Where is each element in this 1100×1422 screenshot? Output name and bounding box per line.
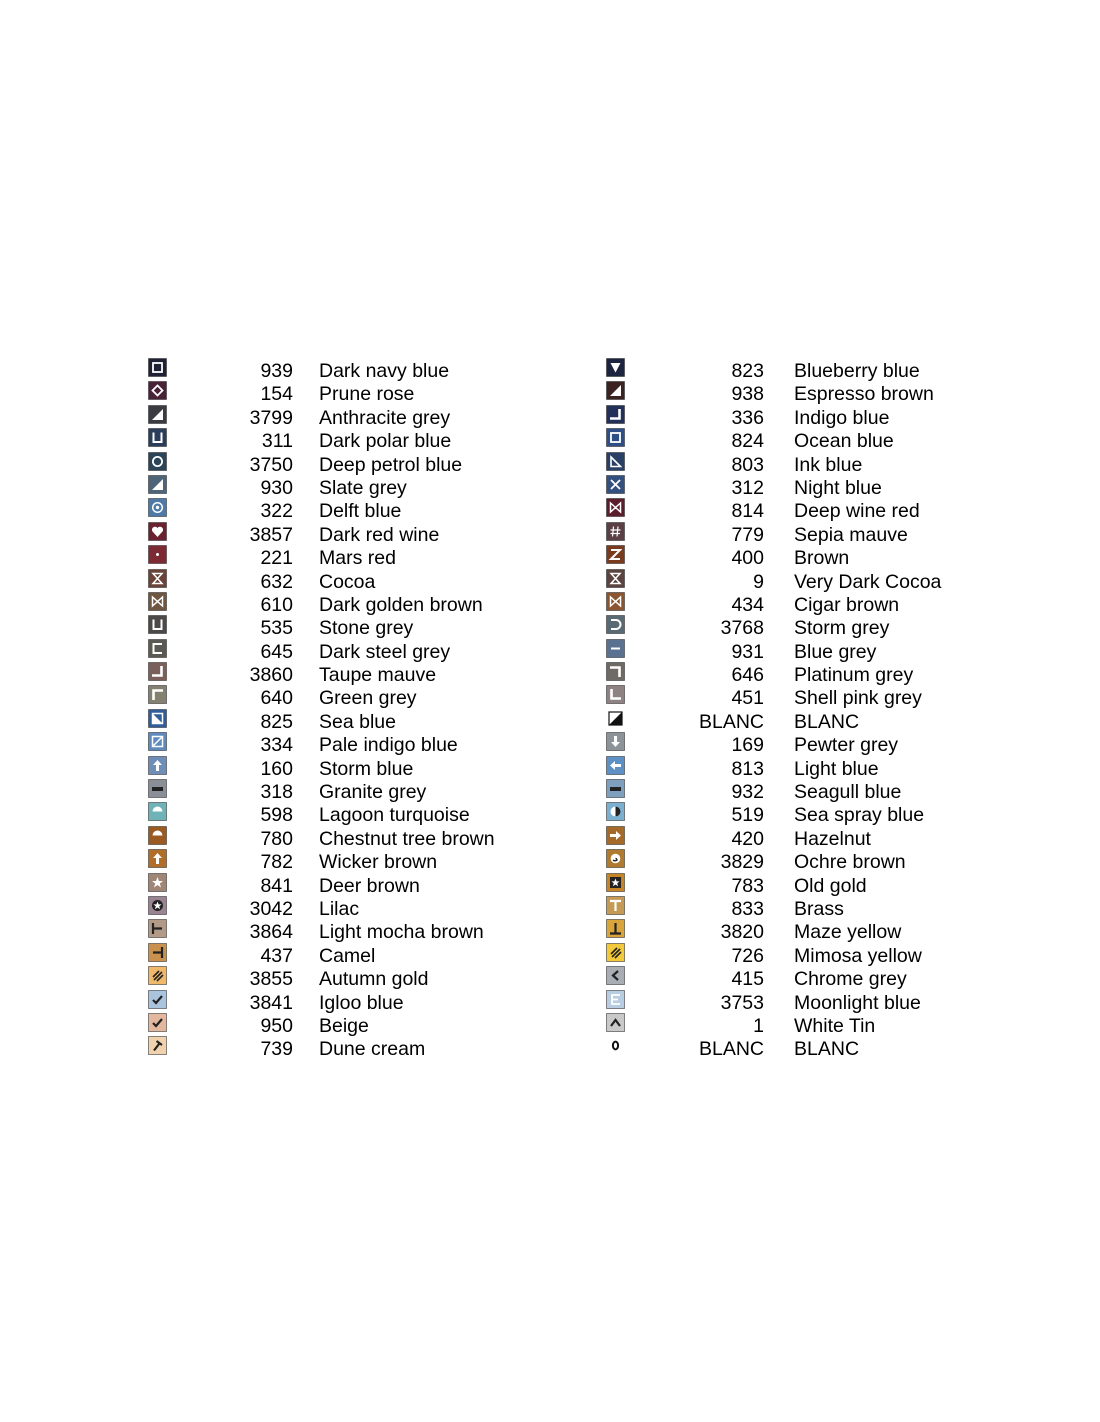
color-name: Ocean blue xyxy=(794,430,894,453)
thread-code: 825 xyxy=(260,710,293,733)
legend-row-right-9 xyxy=(606,568,1026,591)
thread-code: 312 xyxy=(731,476,764,499)
color-name: Dark steel grey xyxy=(319,640,451,663)
legend-row-right-26 xyxy=(606,965,1026,991)
legend-row-right-10 xyxy=(606,591,1026,614)
legend-row-right-4 xyxy=(606,451,1026,474)
legend-row-right-21 xyxy=(606,848,1026,874)
legend-row-left-21 xyxy=(148,848,568,874)
color-name: Lagoon turquoise xyxy=(319,804,470,827)
color-name: Sea spray blue xyxy=(794,804,925,827)
legend-row-right-3 xyxy=(606,427,1026,453)
color-name: Chestnut tree brown xyxy=(319,827,495,850)
legend-column-left xyxy=(148,357,568,1059)
color-name: Sepia mauve xyxy=(794,523,908,546)
thread-code: 931 xyxy=(731,640,764,663)
thread-code: 813 xyxy=(731,757,764,780)
color-name: Dark golden brown xyxy=(319,593,483,616)
color-name: Granite grey xyxy=(319,781,427,804)
legend-row-left-24 xyxy=(148,918,568,944)
thread-code: 334 xyxy=(260,734,293,757)
thread-code: 535 xyxy=(260,617,293,640)
color-name: Moonlight blue xyxy=(794,991,921,1014)
thread-code: 841 xyxy=(260,874,293,897)
thread-code: 451 xyxy=(731,687,764,710)
thread-code: 169 xyxy=(731,734,764,757)
legend-row-left-8 xyxy=(148,544,568,570)
color-name: Green grey xyxy=(319,687,417,710)
legend-row-right-20 xyxy=(606,825,1026,848)
color-name: Light mocha brown xyxy=(319,921,484,944)
legend-row-left-5 xyxy=(148,474,568,497)
color-name: Brass xyxy=(794,897,844,920)
color-name: Deer brown xyxy=(319,874,420,897)
legend-row-left-3 xyxy=(148,427,568,453)
legend-row-left-26 xyxy=(148,965,568,991)
thread-code: 318 xyxy=(260,781,293,804)
thread-code: 336 xyxy=(731,406,764,429)
thread-code: 930 xyxy=(260,476,293,499)
legend-row-left-14 xyxy=(148,684,568,710)
thread-code: 824 xyxy=(731,430,764,453)
color-name: Mimosa yellow xyxy=(794,944,922,967)
thread-code: 437 xyxy=(260,944,293,967)
thread-code: 434 xyxy=(731,593,764,616)
thread-code: 3829 xyxy=(720,851,764,874)
thread-code: 3855 xyxy=(249,968,293,991)
legend-row-left-10 xyxy=(148,591,568,614)
thread-code: 415 xyxy=(731,968,764,991)
color-name: Espresso brown xyxy=(794,383,934,406)
legend-row-left-20 xyxy=(148,825,568,848)
legend-row-left-16 xyxy=(148,731,568,757)
thread-code: 783 xyxy=(731,874,764,897)
color-name: Storm grey xyxy=(794,617,890,640)
color-name: Brown xyxy=(794,547,850,570)
color-name: Blue grey xyxy=(794,640,877,663)
color-name: Chrome grey xyxy=(794,968,907,991)
thread-code: 814 xyxy=(731,500,764,523)
legend-row-right-15 xyxy=(606,708,1026,731)
color-name: Indigo blue xyxy=(794,406,890,429)
color-name: Stone grey xyxy=(319,617,414,640)
color-name: Dark navy blue xyxy=(319,360,450,382)
thread-code: 420 xyxy=(731,827,764,850)
thread-code: 3820 xyxy=(720,921,764,944)
thread-code: 632 xyxy=(260,570,293,593)
color-name: Mars red xyxy=(319,547,396,570)
color-name: Shell pink grey xyxy=(794,687,922,710)
thread-code: 823 xyxy=(731,360,764,382)
legend-row-left-9 xyxy=(148,568,568,591)
thread-code: 640 xyxy=(260,687,293,710)
legend-column-right xyxy=(606,357,1026,1059)
color-name: Lilac xyxy=(319,897,360,920)
legend-row-left-19 xyxy=(148,801,568,827)
legend-row-right-5 xyxy=(606,474,1026,497)
legend-row-left-1 xyxy=(148,380,568,406)
thread-code: 1 xyxy=(753,1014,764,1037)
legend-row-left-15 xyxy=(148,708,568,731)
legend-row-left-27 xyxy=(148,989,568,1012)
thread-code: 833 xyxy=(731,897,764,920)
thread-code: 154 xyxy=(260,383,293,406)
legend-row-left-22 xyxy=(148,872,568,895)
legend-row-left-23 xyxy=(148,895,568,918)
thread-code: 160 xyxy=(260,757,293,780)
legend-row-left-13 xyxy=(148,661,568,687)
legend-row-left-18 xyxy=(148,778,568,804)
thread-code: 939 xyxy=(260,360,293,382)
legend-row-right-27 xyxy=(606,989,1026,1012)
legend-row-right-0 xyxy=(606,357,1026,380)
legend-row-right-25 xyxy=(606,942,1026,965)
thread-code: 610 xyxy=(260,593,293,616)
legend-row-right-2 xyxy=(606,404,1026,427)
thread-code: 9 xyxy=(753,570,764,593)
thread-code: 779 xyxy=(731,523,764,546)
thread-code: 645 xyxy=(260,640,293,663)
color-name: Hazelnut xyxy=(794,827,871,850)
legend-row-left-17 xyxy=(148,755,568,778)
thread-code: 311 xyxy=(261,430,293,453)
legend-row-right-24 xyxy=(606,918,1026,944)
color-name: Igloo blue xyxy=(319,991,404,1014)
thread-code: 598 xyxy=(260,804,293,827)
thread-code: 780 xyxy=(260,827,293,850)
thread-code: 938 xyxy=(731,383,764,406)
thread-code: 3753 xyxy=(720,991,764,1014)
color-name: Delft blue xyxy=(319,500,402,523)
legend-row-left-25 xyxy=(148,942,568,965)
thread-code: BLANC xyxy=(698,710,764,733)
color-name: Sea blue xyxy=(319,710,396,733)
color-name: Camel xyxy=(319,944,376,967)
thread-code: 322 xyxy=(260,500,293,523)
legend-row-left-11 xyxy=(148,614,568,640)
color-name: Deep petrol blue xyxy=(319,453,463,476)
color-name: Platinum grey xyxy=(794,664,914,687)
thread-code: 739 xyxy=(260,1038,293,1061)
thread-code: 3860 xyxy=(249,664,293,687)
legend-row-left-6 xyxy=(148,497,568,523)
legend-row-right-18 xyxy=(606,778,1026,804)
thread-code: 3864 xyxy=(249,921,293,944)
thread-code: 782 xyxy=(260,851,293,874)
color-name: White Tin xyxy=(794,1014,876,1037)
legend-row-right-1 xyxy=(606,380,1026,406)
color-name: Very Dark Cocoa xyxy=(794,570,942,593)
thread-code: 3857 xyxy=(249,523,293,546)
thread-code: BLANC xyxy=(698,1038,764,1061)
legend-row-right-29 xyxy=(606,1035,1026,1061)
color-name: Dark red wine xyxy=(319,523,440,546)
legend-row-right-12 xyxy=(606,638,1026,661)
legend-row-right-7 xyxy=(606,521,1026,544)
legend-row-left-29 xyxy=(148,1035,568,1061)
legend-row-right-23 xyxy=(606,895,1026,918)
legend-row-right-6 xyxy=(606,497,1026,523)
thread-code: 3841 xyxy=(249,991,293,1014)
legend-row-right-17 xyxy=(606,755,1026,778)
color-name: Old gold xyxy=(794,874,867,897)
thread-code: 221 xyxy=(260,547,293,570)
color-name: Slate grey xyxy=(319,476,407,499)
color-name: BLANC xyxy=(794,710,860,733)
thread-code: 3799 xyxy=(249,406,293,429)
legend-row-right-13 xyxy=(606,661,1026,687)
color-name: Seagull blue xyxy=(794,781,902,804)
color-name: Maze yellow xyxy=(794,921,902,944)
color-name: Pewter grey xyxy=(794,734,899,757)
legend-row-right-8 xyxy=(606,544,1026,570)
legend-row-right-16 xyxy=(606,731,1026,757)
thread-code: 803 xyxy=(731,453,764,476)
color-name: Anthracite grey xyxy=(319,406,451,429)
thread-code: 726 xyxy=(731,944,764,967)
color-name: Beige xyxy=(319,1014,369,1037)
color-name: Autumn gold xyxy=(319,968,429,991)
color-name: Cigar brown xyxy=(794,593,900,616)
thread-code: 3750 xyxy=(249,453,293,476)
legend-row-right-11 xyxy=(606,614,1026,640)
thread-code: 519 xyxy=(731,804,764,827)
thread-code: 950 xyxy=(260,1014,293,1037)
legend-row-left-28 xyxy=(148,1012,568,1035)
legend-row-right-22 xyxy=(606,872,1026,895)
legend-row-left-0 xyxy=(148,357,568,380)
color-name: Light blue xyxy=(794,757,879,780)
color-name: Prune rose xyxy=(319,383,415,406)
color-name: Taupe mauve xyxy=(319,664,437,687)
color-name: Ochre brown xyxy=(794,851,906,874)
color-name: Ink blue xyxy=(794,453,863,476)
thread-code: 400 xyxy=(731,547,764,570)
thread-code: 932 xyxy=(731,781,764,804)
thread-code: 3768 xyxy=(720,617,764,640)
color-name: Cocoa xyxy=(319,570,376,593)
thread-code: 646 xyxy=(731,664,764,687)
legend-row-right-28 xyxy=(606,1012,1026,1035)
color-name: Pale indigo blue xyxy=(319,734,458,757)
color-name: Deep wine red xyxy=(794,500,920,523)
legend-row-right-19 xyxy=(606,801,1026,827)
legend-row-left-4 xyxy=(148,451,568,474)
legend-row-left-12 xyxy=(148,638,568,661)
color-name: Wicker brown xyxy=(319,851,438,874)
color-name: Dune cream xyxy=(319,1038,426,1061)
legend-row-left-2 xyxy=(148,404,568,427)
color-name: Night blue xyxy=(794,476,882,499)
color-name: Dark polar blue xyxy=(319,430,452,453)
color-name: Blueberry blue xyxy=(794,360,920,382)
legend-row-right-14 xyxy=(606,684,1026,710)
legend-row-left-7 xyxy=(148,521,568,544)
color-name: Storm blue xyxy=(319,757,414,780)
color-name: BLANC xyxy=(794,1038,860,1061)
thread-code: 3042 xyxy=(249,897,293,920)
